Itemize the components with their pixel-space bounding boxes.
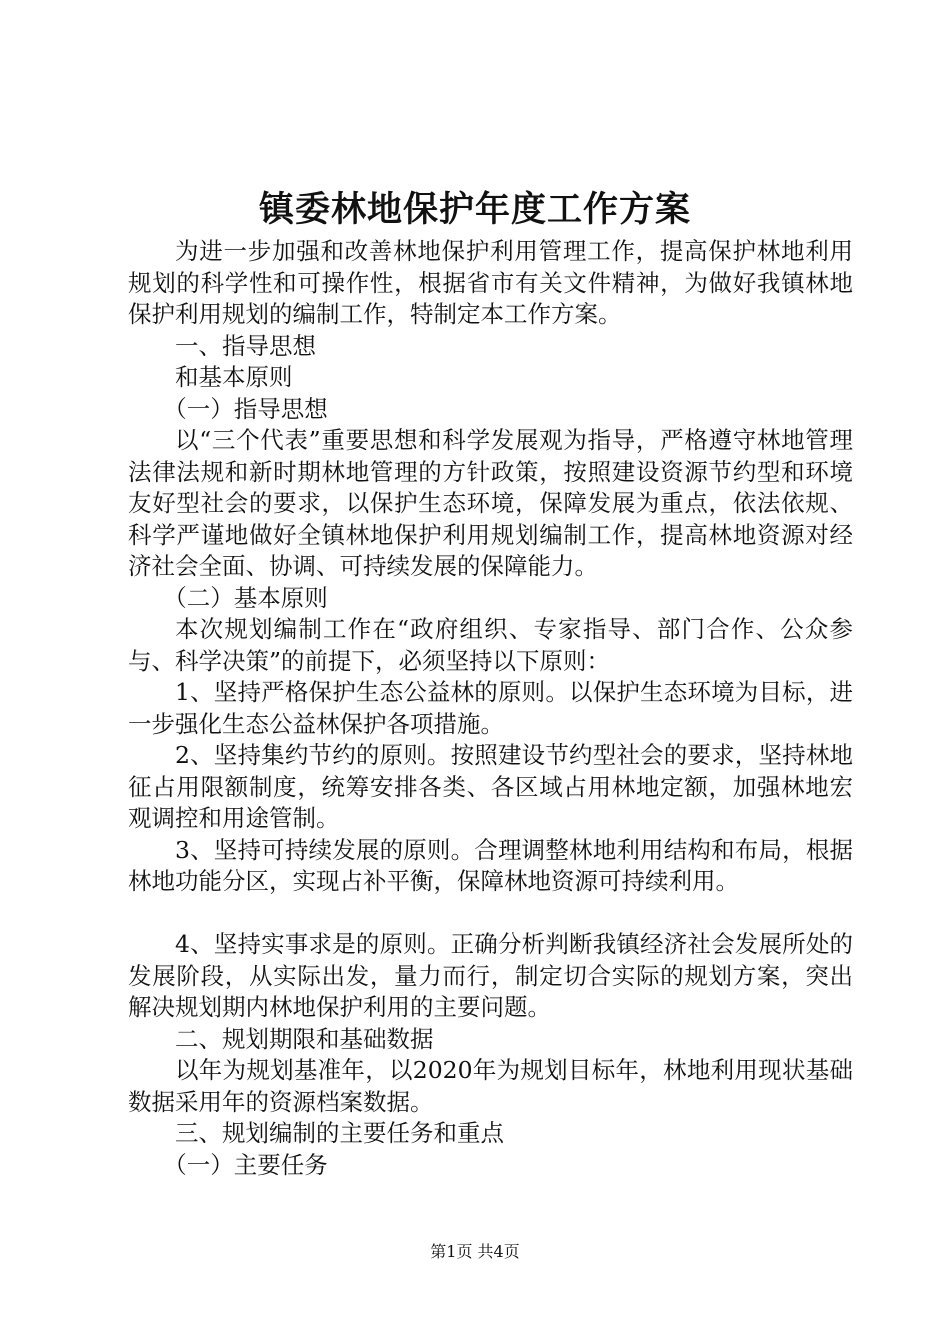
paragraph-intro: 为进一步加强和改善林地保护利用管理工作，提高保护林地利用规划的科学性和可操作性，根据省市有关文件精神，为做好我镇林地保护利用规划的编制工作，特制定本工作方案。 xyxy=(128,237,853,328)
heading-planning-period: 二、规划期限和基础数据 xyxy=(175,1024,434,1053)
paragraph-planning-period: 以年为规划基准年，以2020年为规划目标年，林地利用现状基础数据采用年的资源档案数据。 xyxy=(128,1056,853,1116)
paragraph-principle-1: 1、坚持严格保护生态公益林的原则。以保护生态环境为目标，进一步强化生态公益林保护各项措施。 xyxy=(128,678,853,738)
document-body xyxy=(128,236,853,1181)
subheading-guiding-thought: （一）指导思想 xyxy=(163,394,328,423)
subheading-main-tasks: （一）主要任务 xyxy=(163,1150,328,1179)
paragraph-principles-intro: 本次规划编制工作在“政府组织、专家指导、部门合作、公众参与、科学决策”的前提下，必须坚持以下原则： xyxy=(128,615,853,675)
heading-guiding-thought: 一、指导思想 xyxy=(175,331,316,360)
heading-basic-principles: 和基本原则 xyxy=(175,363,293,391)
page-footer: 第1页 共4页 xyxy=(430,1242,520,1261)
paragraph-principle-4: 4、坚持实事求是的原则。正确分析判断我镇经济社会发展所处的发展阶段，从实际出发，量力而行，制定切合实际的规划方案，突出解决规划期内林地保护利用的主要问题。 xyxy=(128,930,853,1021)
paragraph-principle-2: 2、坚持集约节约的原则。按照建设节约型社会的要求，坚持林地征占用限额制度，统筹安排各类、各区域占用林地定额，加强林地宏观调控和用途管制。 xyxy=(128,741,853,832)
paragraph-principle-3: 3、坚持可持续发展的原则。合理调整林地利用结构和布局，根据林地功能分区，实现占补平衡，保障林地资源可持续利用。 xyxy=(128,835,853,895)
paragraph-guiding-thought: 以“三个代表”重要思想和科学发展观为指导，严格遵守林地管理法律法规和新时期林地管理的方针政策，按照建设资源节约型和环境友好型社会的要求，以保护生态环境，保障发展为重点，依法依规、科学严谨地做好全镇林地保护利用规划编制工作，提高林地资源对经济社会全面、协调、可持续发展的保障能力。 xyxy=(128,426,853,580)
subheading-basic-principles: （二）基本原则 xyxy=(163,583,328,612)
document-title: 镇委林地保护年度工作方案 xyxy=(258,189,691,230)
heading-main-tasks: 三、规划编制的主要任务和重点 xyxy=(175,1119,504,1147)
